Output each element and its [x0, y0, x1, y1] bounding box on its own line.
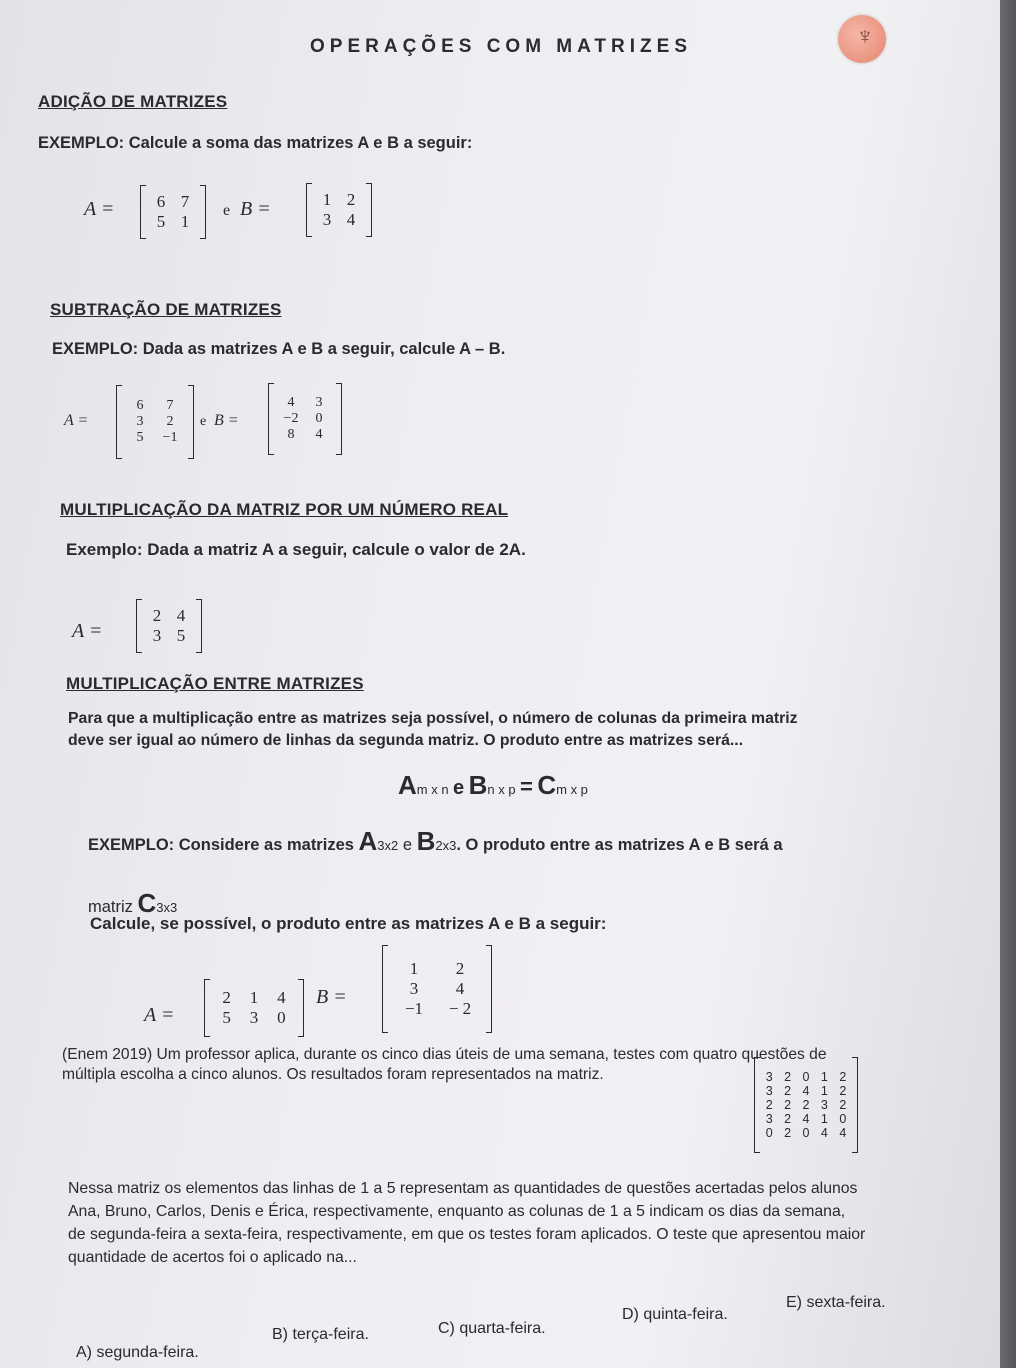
matrix-a-scalar-cell: 3: [152, 626, 162, 645]
b3-sub: 2x3: [435, 838, 457, 853]
matrix-a-scalar-cell: 5: [176, 626, 186, 645]
matrix-b-product-cell: 3: [409, 979, 419, 998]
enem-matrix-cell: 2: [784, 1084, 792, 1098]
calc-product: Calcule, se possível, o produto entre as matrizes A e B a seguir:: [90, 914, 607, 933]
matrix-a-addition-cell: 7: [180, 192, 190, 211]
enem-matrix-cell: 2: [784, 1098, 792, 1112]
heading-subtraction: SUBTRAÇÃO DE MATRIZES: [50, 300, 282, 319]
example-addition: EXEMPLO: Calcule a soma das matrizes A e B a seguir:: [38, 134, 473, 152]
option-c: C) quarta-feira.: [438, 1320, 546, 1337]
matrix-b-product-cell: 1: [409, 959, 419, 978]
enem-matrix: [754, 1058, 858, 1152]
option-d: D) quinta-feira.: [622, 1306, 728, 1323]
matrix-b-subtraction-cell: 3: [315, 395, 323, 410]
matriz-word: matriz: [88, 898, 133, 916]
enem-line2: múltipla escolha a cinco alunos. Os resultados foram representados na matriz.: [62, 1066, 604, 1083]
enem-matrix-cell: 0: [765, 1126, 773, 1140]
enem-matrix-cell: 2: [784, 1112, 792, 1126]
conj-addition: e: [223, 202, 231, 219]
logo-seal: [838, 15, 886, 63]
matrix-b-addition-cell: 3: [322, 210, 332, 229]
product-formula: [398, 770, 588, 801]
matrix-a-subtraction-cell: 2: [166, 414, 174, 429]
a3-sub: 3x2: [377, 838, 399, 853]
example-product-line1: [88, 826, 783, 857]
matrix-a-product-cell: 0: [277, 1008, 286, 1027]
tree-icon: ♆: [856, 23, 874, 50]
matrix-b-addition-cell: 2: [346, 190, 356, 209]
matrix-b-addition-cell: 4: [346, 210, 356, 229]
matrix-b-subtraction-cell: −2: [283, 411, 299, 426]
formula-eq: =: [520, 774, 533, 799]
matrix-b-subtraction: [268, 384, 342, 454]
label-b-subtraction: B =: [214, 412, 239, 429]
enem-matrix-cell: 4: [820, 1126, 828, 1140]
label-b-product: B =: [316, 986, 347, 1008]
enem-matrix-cell: 0: [839, 1112, 847, 1126]
matrix-a-subtraction-cell: 7: [166, 398, 174, 413]
enem-matrix-cell: 3: [765, 1070, 773, 1084]
enem-matrix-cell: 4: [839, 1126, 847, 1140]
label-a-product: A =: [144, 1004, 175, 1026]
enem-matrix-cell: 1: [820, 1084, 828, 1098]
option-e: E) sexta-feira.: [786, 1294, 886, 1311]
enem-matrix-cell: 0: [802, 1126, 810, 1140]
formula-b-sub: n x p: [487, 782, 516, 797]
matrix-b-subtraction-cell: 8: [287, 427, 295, 442]
matrix-b-subtraction-cell: 4: [315, 427, 323, 442]
example-product-start: EXEMPLO: Considere as matrizes: [88, 836, 354, 854]
formula-e: e: [453, 777, 465, 799]
matrix-b-product-cell: 2: [455, 959, 465, 978]
enem-para-3: de segunda-feira a sexta-feira, respectivamente, em que os testes foram aplicados. O teste que apresentou maior: [68, 1226, 866, 1243]
enem-matrix-cell: 2: [802, 1098, 810, 1112]
conj-subtraction: e: [200, 414, 207, 429]
b3-letter: B: [416, 826, 436, 856]
enem-matrix-cell: 2: [784, 1126, 792, 1140]
matrix-b-addition-cell: 1: [322, 190, 332, 209]
matrix-a-product-cell: 5: [222, 1008, 231, 1027]
matrix-a-scalar-cell: 4: [176, 606, 186, 625]
matrix-a-subtraction: [116, 386, 194, 458]
example-product-end: . O produto entre as matrizes A e B será a: [456, 836, 783, 854]
enem-matrix-cell: 1: [820, 1112, 828, 1126]
matrix-a-scalar: [136, 600, 202, 652]
enem-para-4: quantidade de acertos foi o aplicado na...: [68, 1249, 357, 1266]
matrix-a-subtraction-cell: 5: [136, 430, 144, 445]
enem-matrix-cell: 1: [820, 1070, 828, 1084]
enem-matrix-cell: 4: [802, 1084, 810, 1098]
heading-addition: ADIÇÃO DE MATRIZES: [38, 92, 228, 111]
enem-line1: (Enem 2019) Um professor aplica, durante os cinco dias úteis de uma semana, testes com quatro questões de: [62, 1046, 827, 1063]
formula-a-sub: m x n: [416, 782, 449, 797]
page-title: OPERAÇÕES COM MATRIZES: [310, 36, 692, 57]
option-b: B) terça-feira.: [272, 1326, 369, 1343]
matrix-a-product-cell: 1: [249, 988, 259, 1007]
enem-matrix-cell: 2: [839, 1070, 847, 1084]
enem-matrix-cell: 2: [784, 1070, 792, 1084]
enem-matrix-cell: 2: [839, 1084, 847, 1098]
matrix-b-product: [382, 946, 492, 1032]
enem-matrix-cell: 2: [839, 1098, 847, 1112]
matrix-b-product-cell: −1: [404, 999, 424, 1018]
a3-b3-conj: e: [402, 836, 413, 854]
enem-matrix-cell: 2: [765, 1098, 773, 1112]
formula-a: A: [398, 770, 417, 800]
label-a-addition: A =: [84, 198, 115, 220]
label-b-addition: B =: [240, 198, 271, 220]
matrix-a-scalar-cell: 2: [152, 606, 162, 625]
enem-para-2: Ana, Bruno, Carlos, Denis e Érica, respectivamente, enquanto as colunas de 1 a 5 indicam os dias da semana,: [68, 1203, 846, 1220]
enem-para-1: Nessa matriz os elementos das linhas de 1 a 5 representam as quantidades de questões acertadas pelos alunos: [68, 1180, 858, 1197]
enem-matrix-cell: 3: [765, 1112, 773, 1126]
matrix-a-addition: [140, 186, 206, 238]
example-scalar: Exemplo: Dada a matriz A a seguir, calcule o valor de 2A.: [66, 540, 526, 559]
enem-matrix-cell: 4: [802, 1112, 810, 1126]
a3-letter: A: [358, 826, 378, 856]
matrix-a-subtraction-cell: 6: [136, 398, 144, 413]
matrix-a-addition-cell: 6: [156, 192, 166, 211]
label-a-subtraction: A =: [64, 412, 89, 429]
enem-matrix-cell: 0: [802, 1070, 810, 1084]
enem-matrix-cell: 3: [765, 1084, 773, 1098]
label-a-scalar: A =: [72, 620, 103, 642]
matrix-b-product-cell: 4: [455, 979, 465, 998]
matrix-a-product: [204, 980, 304, 1036]
matrix-b-addition: [306, 184, 372, 236]
formula-c-sub: m x p: [556, 782, 588, 797]
enem-matrix-cell: 3: [820, 1098, 828, 1112]
matrix-a-subtraction-cell: 3: [136, 414, 144, 429]
matrix-a-product-cell: 3: [249, 1008, 259, 1027]
option-a: A) segunda-feira.: [76, 1344, 199, 1361]
matrix-a-addition-cell: 1: [180, 212, 190, 231]
product-rule-line1: Para que a multiplicação entre as matrizes seja possível, o número de colunas da primeira matriz: [68, 710, 798, 727]
matrix-a-product-cell: 4: [277, 988, 286, 1007]
matrix-a-subtraction-cell: −1: [162, 430, 178, 445]
matrix-b-subtraction-cell: 0: [315, 411, 323, 426]
c3-letter: C: [137, 888, 157, 918]
matrix-b-product-cell: − 2: [448, 999, 472, 1018]
formula-b: B: [468, 770, 488, 800]
example-subtraction: EXEMPLO: Dada as matrizes A e B a seguir, calcule A – B.: [52, 340, 506, 358]
matrix-b-subtraction-cell: 4: [287, 395, 295, 410]
matrix-a-addition-cell: 5: [156, 212, 166, 231]
product-rule-line2: deve ser igual ao número de linhas da segunda matriz. O produto entre as matrizes será...: [68, 732, 744, 749]
matrix-a-product-cell: 2: [222, 988, 231, 1007]
formula-c: C: [537, 770, 557, 800]
heading-scalar: MULTIPLICAÇÃO DA MATRIZ POR UM NÚMERO REAL: [60, 500, 509, 519]
heading-product: MULTIPLICAÇÃO ENTRE MATRIZES: [66, 674, 364, 693]
c3-sub: 3x3: [156, 900, 178, 915]
